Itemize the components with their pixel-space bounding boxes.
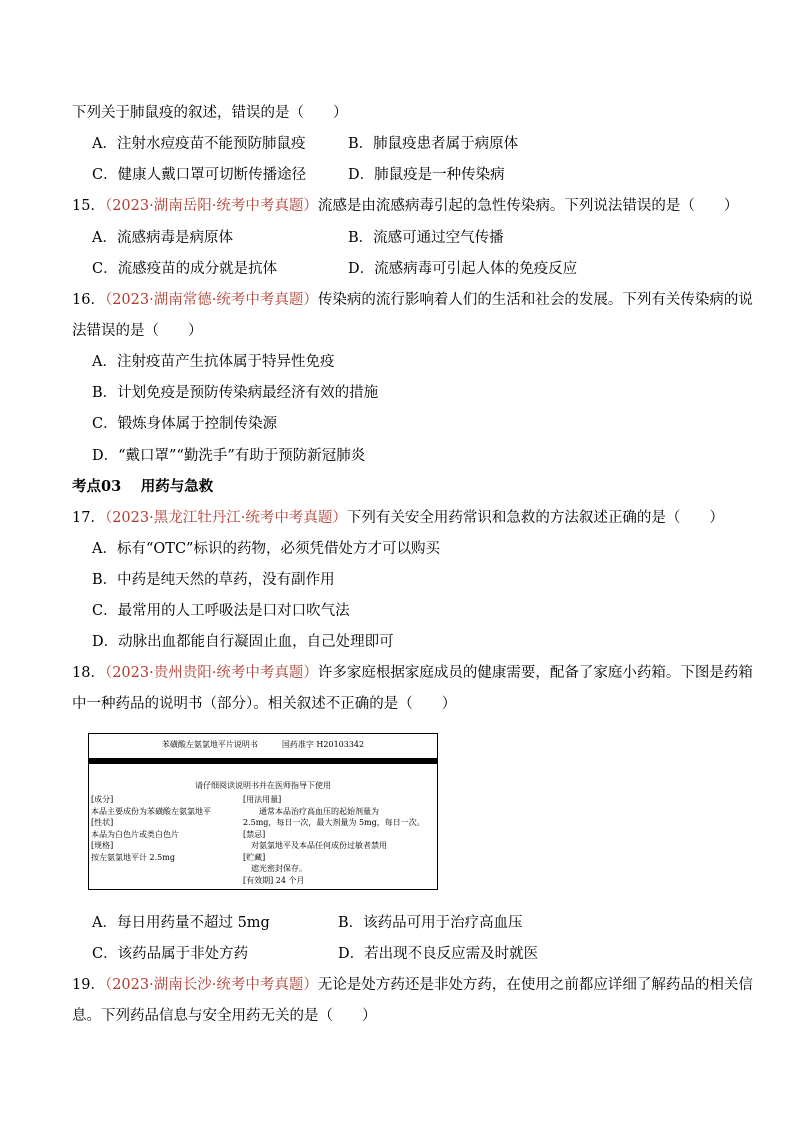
leaflet-line: [性状] (91, 818, 114, 827)
option-a: A．注射疫苗产生抗体属于特异性免疫 (92, 354, 335, 370)
option-b: B．该药品可用于治疗高血压 (338, 915, 523, 931)
leaflet-line: 本品为白色片或类白色片 (91, 829, 179, 839)
option-d: D．“戴口罩”“勤洗手”有助于预防新冠肺炎 (92, 448, 366, 464)
question-number: 16． (72, 292, 105, 308)
question-number: 18． (72, 665, 105, 681)
option-a: A．标有“OTC”标识的药物，必须凭借处方才可以购买 (92, 541, 440, 557)
question-text: 无论是处方药还是非处方药，在使用之前都应详细了解药品的相关信 (317, 977, 753, 993)
leaflet-notice: 请仔细阅读说明书并在医师指导下使用 (195, 781, 331, 790)
option-d: D．动脉出血都能自行凝固止血，自己处理即可 (92, 634, 394, 650)
question-number: 19． (72, 977, 105, 993)
question-text-cont: 中一种药品的说明书（部分）。相关叙述不正确的是（ ） (72, 696, 457, 712)
question-source: （2023·湖南长沙·统考中考真题） (104, 977, 318, 993)
option-c: C．锻炼身体属于控制传染源 (92, 416, 278, 432)
question-source: （2023·湖南岳阳·统考中考真题） (104, 198, 318, 214)
option-b: B．流感可通过空气传播 (348, 230, 504, 246)
leaflet-left-column (91, 794, 241, 863)
leaflet-line: [禁忌] (243, 829, 266, 839)
question-source: （2023·黑龙江牡丹江·统考中考真题） (104, 510, 347, 526)
option-c: C．流感疫苗的成分就是抗体 (92, 261, 278, 277)
question-19 (72, 975, 753, 995)
option-a: A．每日用药量不超过 5mg (92, 915, 270, 931)
option-c: C．健康人戴口罩可切断传播途径 (92, 167, 307, 183)
option-c: C．该药品属于非处方药 (92, 946, 249, 962)
question-15 (72, 196, 738, 216)
leaflet-line: 2.5mg，每日一次，最大剂量为 5mg，每日一次。 (243, 818, 425, 827)
leaflet-line: [成分] (91, 795, 114, 804)
leaflet-line: 按左氨氯地平计 2.5mg (91, 852, 175, 862)
leaflet-line: 通常本品治疗高血压的起始剂量为 (243, 806, 379, 816)
option-d: D．若出现不良反应需及时就医 (338, 946, 539, 962)
question-number: 17． (72, 510, 105, 526)
option-b: B．中药是纯天然的草药，没有副作用 (92, 572, 335, 588)
leaflet-title: 苯磺酸左氨氯地平片说明书 国药准字 H20103342 (161, 740, 365, 749)
question-text: 许多家庭根据家庭成员的健康需要，配备了家庭小药箱。下图是药箱 (317, 665, 753, 681)
leaflet-right-column (243, 794, 433, 886)
question-text-cont: 息。下列药品信息与安全用药无关的是（ ） (72, 1008, 377, 1024)
leaflet-line: [规格] (91, 841, 114, 850)
question-number: 15． (72, 198, 105, 214)
question-16 (72, 290, 753, 310)
leaflet-line: [贮藏] (243, 852, 266, 862)
leaflet-divider (89, 758, 437, 764)
leaflet-line: 本品主要成份为苯磺酸左氨氯地平 (91, 806, 211, 816)
question-text: 下列有关安全用药常识和急救的方法叙述正确的是（ ） (346, 510, 724, 526)
question-source: （2023·湖南常德·统考中考真题） (104, 292, 318, 308)
option-b: B．肺鼠疫患者属于病原体 (348, 136, 519, 152)
question-source: （2023·贵州贵阳·统考中考真题） (104, 665, 318, 681)
question-17 (72, 508, 724, 528)
section-heading: 考点03 用药与急救 (72, 478, 214, 495)
question-text: 传染病的流行影响着人们的生活和社会的发展。下列有关传染病的说 (317, 292, 753, 308)
option-d: D．肺鼠疫是一种传染病 (348, 167, 505, 183)
question-stem: 下列关于肺鼠疫的叙述，错误的是（ ） (72, 105, 348, 121)
option-a: A．流感病毒是病原体 (92, 230, 233, 246)
question-text-cont: 法错误的是（ ） (72, 323, 203, 339)
option-b: B．计划免疫是预防传染病最经济有效的措施 (92, 385, 379, 401)
leaflet-line: 遮光密封保存。 (243, 864, 307, 873)
medicine-leaflet-figure (88, 733, 438, 890)
leaflet-line: [有效期] 24 个月 (243, 875, 305, 885)
option-a: A．注射水痘疫苗不能预防肺鼠疫 (92, 136, 306, 152)
question-text: 流感是由流感病毒引起的急性传染病。下列说法错误的是（ ） (317, 198, 739, 214)
leaflet-line: 对氨氯地平及本品任何成份过敏者禁用 (243, 841, 387, 850)
option-d: D．流感病毒可引起人体的免疫反应 (348, 261, 578, 277)
leaflet-line: [用法用量] (243, 795, 282, 804)
option-c: C．最常用的人工呼吸法是口对口吹气法 (92, 603, 350, 619)
question-18 (72, 663, 753, 683)
